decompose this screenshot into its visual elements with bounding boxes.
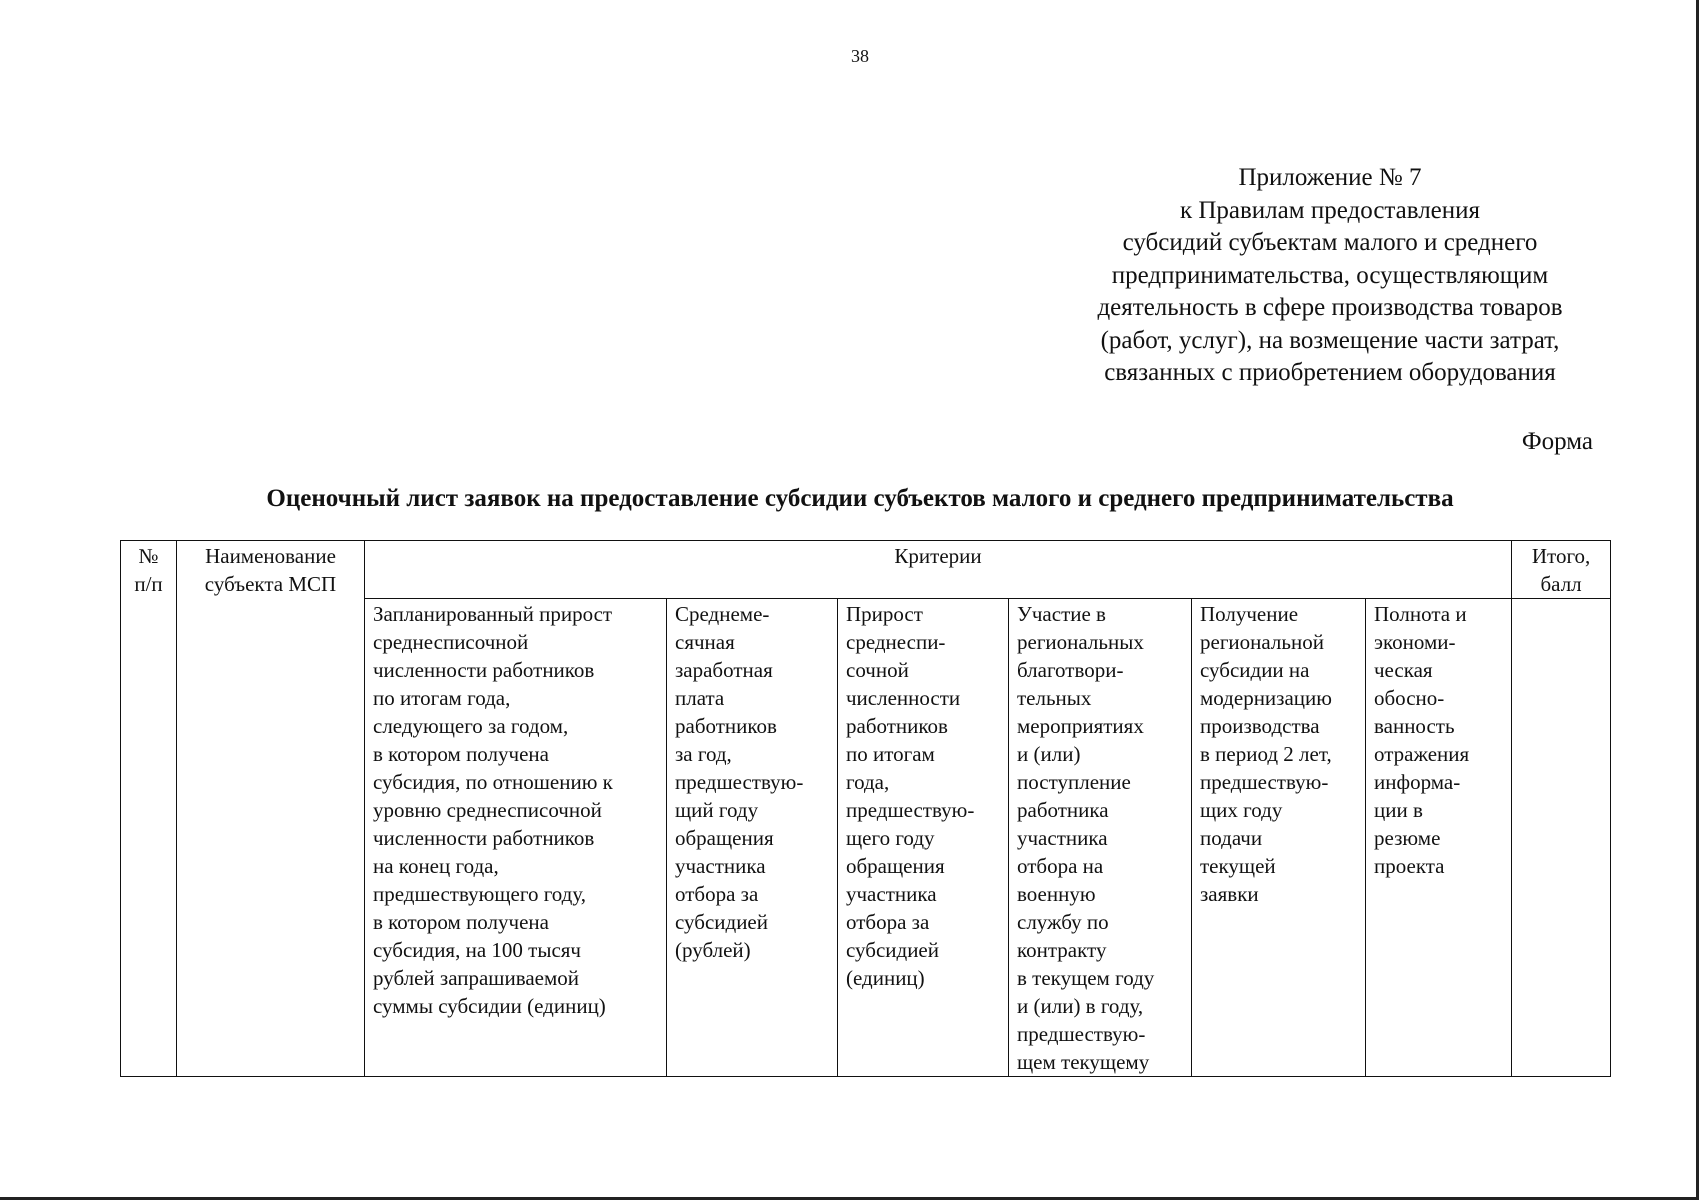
criterion-line: плата <box>675 686 725 710</box>
criterion-line: Участие в <box>1017 602 1106 626</box>
criterion-line: суммы субсидии (единиц) <box>373 994 606 1018</box>
appendix-line: к Правилам предоставления <box>1179 196 1481 224</box>
criterion-line: работников <box>675 714 777 738</box>
criterion-line: Запланированный прирост <box>373 602 613 626</box>
criterion-line: участника <box>846 882 937 906</box>
criterion-line: обосно- <box>1374 686 1445 710</box>
criterion-line: военную <box>1017 882 1096 906</box>
criterion-line: субсидия, на 100 тысяч <box>373 938 581 962</box>
criterion-cell-2 <box>667 599 838 1077</box>
criterion-line: Получение <box>1200 602 1299 626</box>
criterion-line: обращения <box>675 826 774 850</box>
criterion-line: экономи- <box>1374 630 1456 654</box>
criterion-line: в котором получена <box>373 742 549 766</box>
criterion-line: в текущем году <box>1017 966 1155 990</box>
criterion-line: уровню среднесписочной <box>373 798 602 822</box>
criterion-line: резюме <box>1374 826 1441 850</box>
criterion-line: сочной <box>846 658 909 682</box>
appendix-line: Приложение № 7 <box>1238 164 1422 191</box>
criterion-line: предшествую- <box>1017 1022 1146 1046</box>
table-header-row <box>121 541 1611 599</box>
criterion-line: отбора за <box>846 910 930 934</box>
criterion-line: обращения <box>846 854 945 878</box>
criterion-line: заработная <box>675 658 773 682</box>
criterion-line: предшествующего году, <box>373 882 587 906</box>
total-header-cell <box>1512 541 1611 599</box>
criterion-line: производства <box>1200 714 1320 738</box>
criterion-cell-3 <box>838 599 1009 1077</box>
criterion-line: щих году <box>1200 798 1283 822</box>
criterion-line: сячная <box>675 630 735 654</box>
criterion-line: Прирост <box>846 602 923 626</box>
criterion-line: и (или) в году, <box>1017 994 1144 1018</box>
criterion-line: и (или) <box>1017 742 1081 766</box>
criteria-header-cell <box>365 541 1512 599</box>
criterion-line: контракту <box>1017 938 1107 962</box>
document-title: Оценочный лист заявок на предоставление субсидии субъектов малого и среднего предпринимательства <box>266 485 1454 512</box>
evaluation-table <box>120 540 1611 1077</box>
criterion-line: численности работников <box>373 826 595 850</box>
criterion-line: за год, <box>675 742 732 766</box>
criterion-line: по итогам года, <box>373 686 511 710</box>
criteria-header-label: Критерии <box>894 544 982 568</box>
criterion-line: численности работников <box>373 658 595 682</box>
criterion-cell-4 <box>1009 599 1192 1077</box>
criterion-line: щий году <box>675 798 759 822</box>
criterion-line: тельных <box>1017 686 1092 710</box>
criterion-line: заявки <box>1200 882 1259 906</box>
name-header-cell <box>177 541 365 1077</box>
criterion-line: предшествую- <box>846 798 975 822</box>
criterion-line: службу по <box>1017 910 1109 934</box>
criterion-line: года, <box>846 770 890 794</box>
criterion-line: предшествую- <box>675 770 804 794</box>
criterion-line: субсидией <box>675 910 768 934</box>
name-header-line: Наименование <box>205 544 336 568</box>
criterion-line: численности <box>846 686 961 710</box>
appendix-line: субсидий субъектам малого и среднего <box>1122 229 1538 256</box>
criterion-line: поступление <box>1017 770 1131 794</box>
criterion-line: участника <box>675 854 766 878</box>
total-header-line: балл <box>1540 572 1582 596</box>
criterion-line: ванность <box>1374 714 1455 738</box>
criterion-line: субсидии на <box>1200 658 1310 682</box>
criterion-line: субсидией <box>846 938 939 962</box>
criterion-line: субсидия, по отношению к <box>373 770 613 794</box>
appendix-line: предпринимательства, осуществляющим <box>1111 261 1549 289</box>
criterion-line: предшествую- <box>1200 770 1329 794</box>
criterion-line: среднеспи- <box>846 630 946 654</box>
criterion-line: мероприятиях <box>1017 714 1144 738</box>
criterion-line: Среднеме- <box>675 602 770 626</box>
criterion-line: ческая <box>1374 658 1433 682</box>
criterion-line: в период 2 лет, <box>1200 742 1332 766</box>
criterion-line: отбора за <box>675 882 759 906</box>
criterion-line: текущей <box>1200 854 1276 878</box>
criterion-line: благотвори- <box>1017 658 1124 682</box>
criterion-line: щего году <box>846 826 935 850</box>
criterion-line: подачи <box>1200 826 1263 850</box>
criterion-cell-1 <box>365 599 667 1077</box>
criterion-line: (единиц) <box>846 966 925 990</box>
criterion-line: в котором получена <box>373 910 549 934</box>
criterion-line: проекта <box>1374 854 1445 878</box>
page-number: 38 <box>851 46 869 66</box>
number-header-line: п/п <box>134 572 163 596</box>
number-header-line: № <box>138 544 159 568</box>
appendix-header <box>1040 162 1620 390</box>
form-label: Форма <box>1521 428 1593 455</box>
name-header-line: субъекта МСП <box>204 572 337 596</box>
criterion-line: информа- <box>1374 770 1461 794</box>
criterion-cell-6 <box>1366 599 1512 1077</box>
criterion-line: Полнота и <box>1374 602 1467 626</box>
criterion-line: отражения <box>1374 742 1470 766</box>
appendix-line: деятельность в сфере производства товаров <box>1097 294 1563 321</box>
total-score-cell <box>1512 599 1611 1077</box>
criterion-line: региональной <box>1200 630 1324 654</box>
criterion-line: следующего за годом, <box>373 714 569 738</box>
number-header-cell <box>121 541 177 1077</box>
criterion-line: отбора на <box>1017 854 1104 878</box>
appendix-line: связанных с приобретением оборудования <box>1104 359 1556 386</box>
appendix-line: (работ, услуг), на возмещение части затрат, <box>1100 326 1560 354</box>
criterion-line: щем текущему <box>1017 1050 1150 1074</box>
criterion-line: региональных <box>1017 630 1144 654</box>
criterion-line: модернизацию <box>1200 686 1332 710</box>
criterion-line: на конец года, <box>373 854 499 878</box>
total-header-line: Итого, <box>1531 544 1591 568</box>
criterion-line: среднесписочной <box>373 630 529 654</box>
criterion-line: ции в <box>1374 798 1423 822</box>
criterion-line: работников <box>846 714 948 738</box>
criterion-cell-5 <box>1192 599 1366 1077</box>
criterion-line: рублей запрашиваемой <box>373 966 580 990</box>
criterion-line: (рублей) <box>675 938 751 962</box>
criterion-line: работника <box>1017 798 1109 822</box>
criterion-line: по итогам <box>846 742 935 766</box>
criterion-line: участника <box>1017 826 1108 850</box>
